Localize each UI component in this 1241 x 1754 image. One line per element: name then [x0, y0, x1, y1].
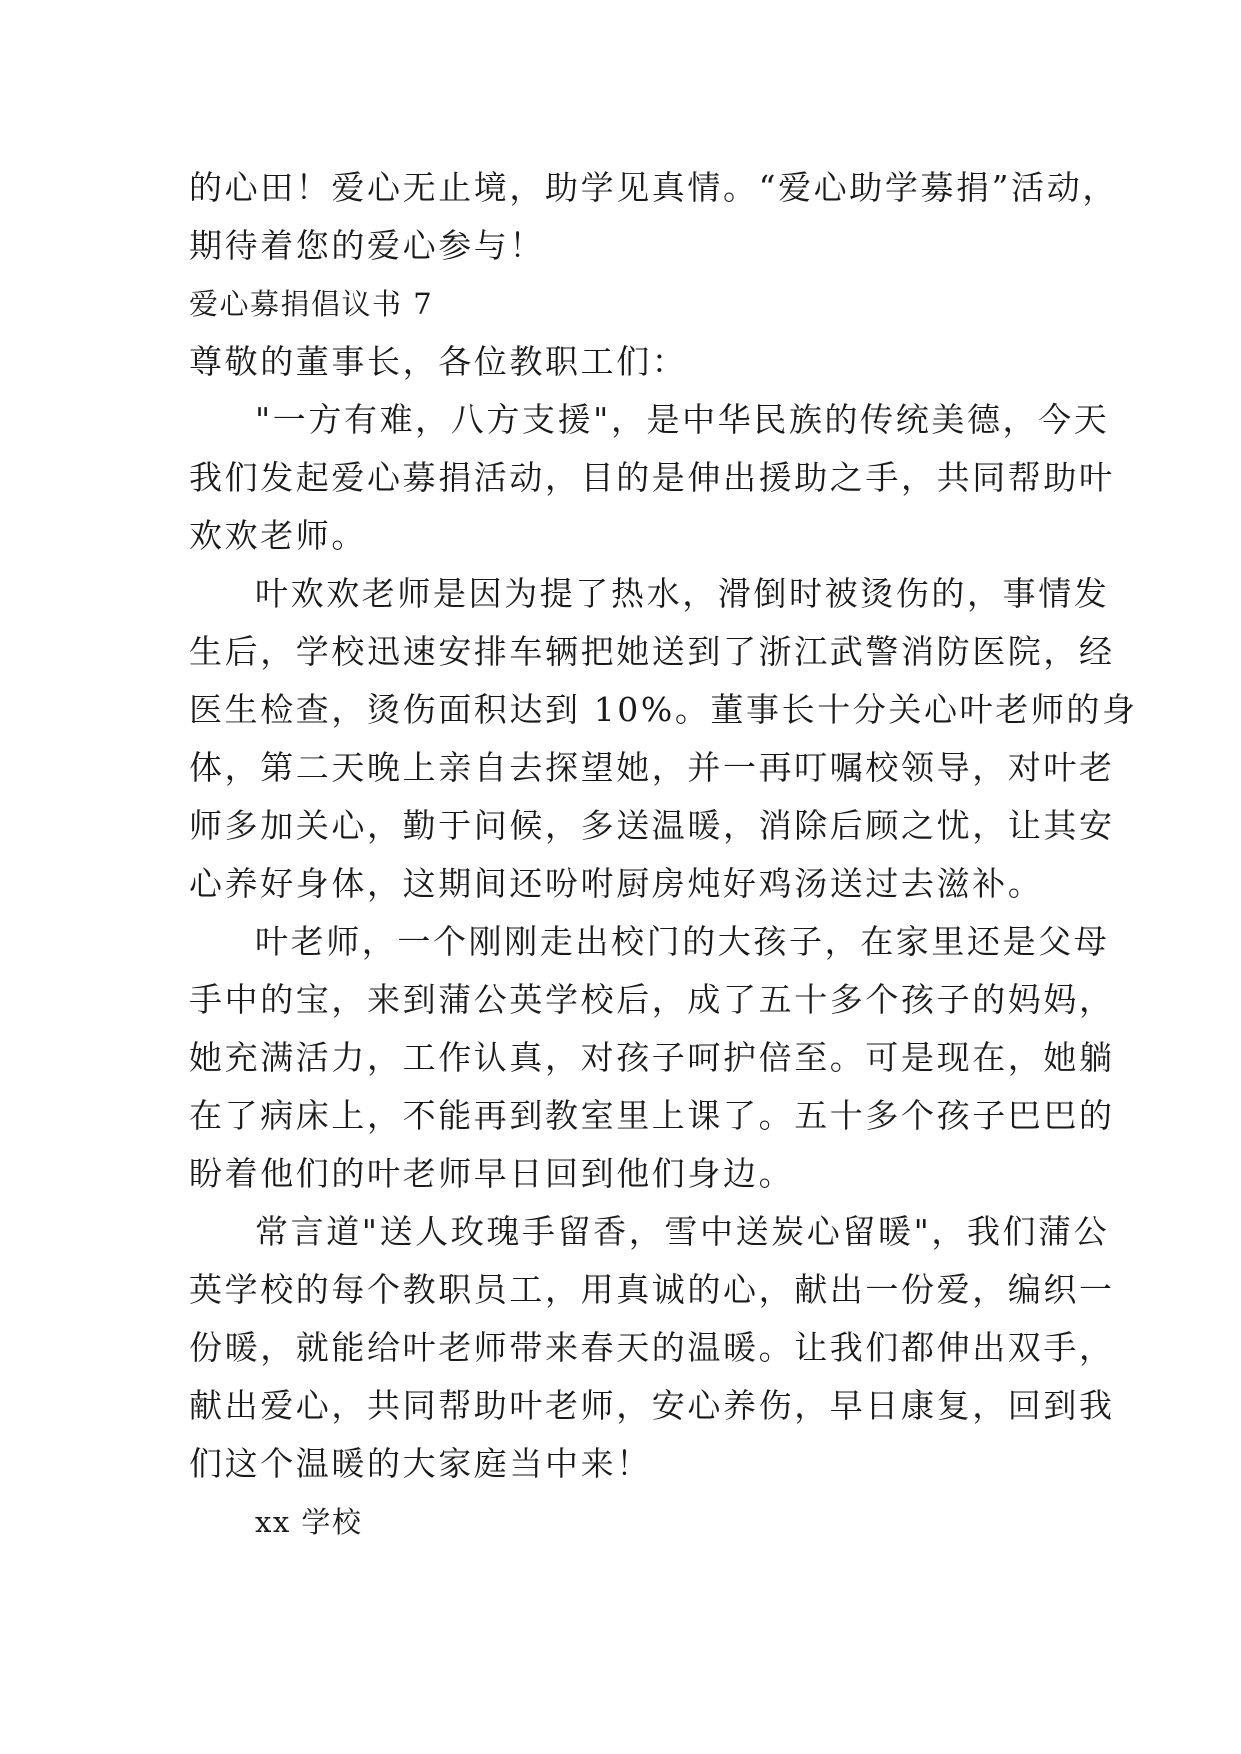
paragraph-2 [189, 565, 1138, 913]
text-line: 常言道"送人玫瑰手留香，雪中送炭心留暖"，我们蒲公 [255, 1212, 1110, 1251]
paragraph-4 [189, 1203, 1115, 1493]
text-line: 们这个温暖的大家庭当中来！ [189, 1444, 652, 1483]
text-line: 欢欢老师。 [189, 516, 367, 555]
signature: xx 学校 [255, 1505, 363, 1539]
text-line: 盼着他们的叶老师早日回到他们身边。 [189, 1154, 795, 1193]
text-line: 她充满活力，工作认真，对孩子呵护倍至。可是现在，她躺 [189, 1038, 1115, 1077]
text-line: 师多加关心，勤于问候，多送温暖，消除后顾之忧，让其安 [189, 806, 1115, 845]
opening-paragraph [189, 159, 1118, 275]
text-line: 份暖，就能给叶老师带来春天的温暖。让我们都伸出双手， [189, 1328, 1115, 1367]
text-line: 手中的宝，来到蒲公英学校后，成了五十多个孩子的妈妈， [189, 980, 1115, 1019]
text-line: 献出爱心，共同帮助叶老师，安心养伤，早日康复，回到我 [189, 1386, 1115, 1425]
text-line: 心养好身体，这期间还吩咐厨房炖好鸡汤送过去滋补。 [189, 864, 1044, 903]
salutation: 尊敬的董事长，各位教职工们： [189, 342, 688, 381]
text-line: 生后，学校迅速安排车辆把她送到了浙江武警消防医院，经 [189, 632, 1115, 671]
text-line: 我们发起爱心募捐活动，目的是伸出援助之手，共同帮助叶 [189, 458, 1115, 497]
text-line: 叶老师，一个刚刚走出校门的大孩子，在家里还是父母 [255, 922, 1110, 961]
text-line: 体，第二天晚上亲自去探望她，并一再叮嘱校领导，对叶老 [189, 748, 1115, 787]
text-line: 叶欢欢老师是因为提了热水，滑倒时被烫伤的，事情发 [255, 574, 1110, 613]
paragraph-1 [189, 391, 1115, 565]
paragraph-3 [189, 913, 1115, 1203]
text-line: 在了病床上，不能再到教室里上课了。五十多个孩子巴巴的 [189, 1096, 1115, 1135]
text-line: 英学校的每个教职员工，用真诚的心，献出一份爱，编织一 [189, 1270, 1115, 1309]
section-title: 爱心募捐倡议书 7 [189, 287, 434, 321]
text-line: 的心田！爱心无止境，助学见真情。“爱心助学募捐”活动， [189, 168, 1118, 207]
document-body [189, 159, 1138, 1551]
text-line: 期待着您的爱心参与！ [189, 226, 545, 265]
text-line: 医生检查，烫伤面积达到 10%。董事长十分关心叶老师的身 [189, 690, 1138, 729]
text-line: "一方有难，八方支援"，是中华民族的传统美德，今天 [255, 400, 1110, 439]
